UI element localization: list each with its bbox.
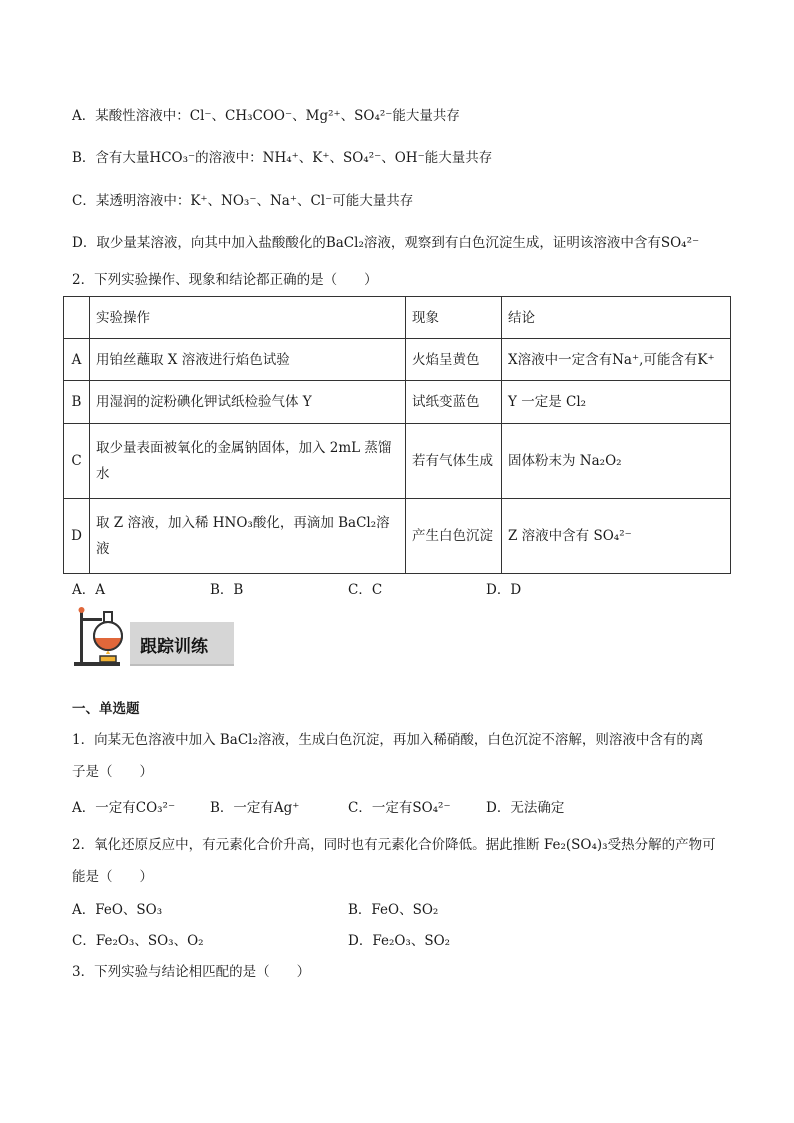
section-banner <box>130 622 234 666</box>
table-row <box>64 499 731 574</box>
table-header-row <box>64 297 731 339</box>
experiment-table <box>63 296 731 574</box>
table-cell: 用湿润的淀粉碘化钾试纸检验气体 Y <box>90 381 406 424</box>
table-cell: 取 Z 溶液，加入稀 HNO₃酸化，再滴加 BaCl₂溶液 <box>90 499 406 574</box>
table-cell: 产生白色沉淀 <box>406 499 502 574</box>
practice-q2-option-d: D．Fe₂O₃、SO₂ <box>348 933 451 949</box>
lab-flask-icon <box>72 606 130 668</box>
table-row <box>64 424 731 499</box>
practice-q1-option-b: B．一定有Ag⁺ <box>210 800 300 816</box>
section-title: 一、单选题 <box>72 701 140 717</box>
table-cell: 试纸变蓝色 <box>406 381 502 424</box>
practice-q2-option-c: C．Fe₂O₃、SO₃、O₂ <box>72 933 204 949</box>
q2-option-d: D．D <box>486 582 522 598</box>
q2-option-b: B．B <box>210 582 244 598</box>
table-header-cell: 结论 <box>502 297 731 339</box>
table-cell: 用铂丝蘸取 X 溶液进行焰色试验 <box>90 339 406 381</box>
practice-q1-stem-line1: 1．向某无色溶液中加入 BaCl₂溶液，生成白色沉淀，再加入稀硝酸，白色沉淀不溶解，则溶液中含有的离 <box>72 732 704 748</box>
table-cell: 火焰呈黄色 <box>406 339 502 381</box>
practice-q2-option-a: A．FeO、SO₃ <box>72 902 163 918</box>
table-cell: B <box>64 381 90 424</box>
q1-option-c: C．某透明溶液中：K⁺、NO₃⁻、Na⁺、Cl⁻可能大量共存 <box>72 193 414 209</box>
table-cell: A <box>64 339 90 381</box>
q2-stem: 2．下列实验操作、现象和结论都正确的是（ ） <box>72 272 378 288</box>
table-header-cell <box>64 297 90 339</box>
table-cell: D <box>64 499 90 574</box>
practice-q2-stem-line2: 能是（ ） <box>72 869 153 885</box>
banner-title: 跟踪训练 <box>140 637 208 657</box>
q1-option-a: A．某酸性溶液中：Cl⁻、CH₃COO⁻、Mg²⁺、SO₄²⁻能大量共存 <box>72 108 460 124</box>
q2-option-a: A．A <box>72 582 105 598</box>
practice-q2-option-b: B．FeO、SO₂ <box>348 902 439 918</box>
table-cell: 固体粉末为 Na₂O₂ <box>502 424 731 499</box>
table-cell: Y 一定是 Cl₂ <box>502 381 731 424</box>
practice-q1-option-c: C．一定有SO₄²⁻ <box>348 800 451 816</box>
table-cell: C <box>64 424 90 499</box>
table-header-cell: 实验操作 <box>90 297 406 339</box>
q1-option-b: B．含有大量HCO₃⁻的溶液中：NH₄⁺、K⁺、SO₄²⁻、OH⁻能大量共存 <box>72 150 493 166</box>
table-cell: Z 溶液中含有 SO₄²⁻ <box>502 499 731 574</box>
table-header-cell: 现象 <box>406 297 502 339</box>
table-cell: 若有气体生成 <box>406 424 502 499</box>
practice-q2-stem-line1: 2．氧化还原反应中，有元素化合价升高，同时也有元素化合价降低。据此推断 Fe₂(SO₄)₃受热分解的产物可 <box>72 837 716 853</box>
table-row <box>64 381 731 424</box>
table-cell: 取少量表面被氧化的金属钠固体，加入 2mL 蒸馏水 <box>90 424 406 499</box>
table-cell: X溶液中一定含有Na⁺,可能含有K⁺ <box>502 339 731 381</box>
practice-q1-option-a: A．一定有CO₃²⁻ <box>72 800 176 816</box>
table-row <box>64 339 731 381</box>
practice-q3-stem: 3．下列实验与结论相匹配的是（ ） <box>72 964 311 980</box>
q1-option-d: D．取少量某溶液，向其中加入盐酸酸化的BaCl₂溶液，观察到有白色沉淀生成，证明该溶液中含有SO₄²⁻ <box>72 235 700 251</box>
practice-q1-option-d: D．无法确定 <box>486 800 565 816</box>
q2-option-c: C．C <box>348 582 383 598</box>
practice-q1-stem-line2: 子是（ ） <box>72 764 153 780</box>
